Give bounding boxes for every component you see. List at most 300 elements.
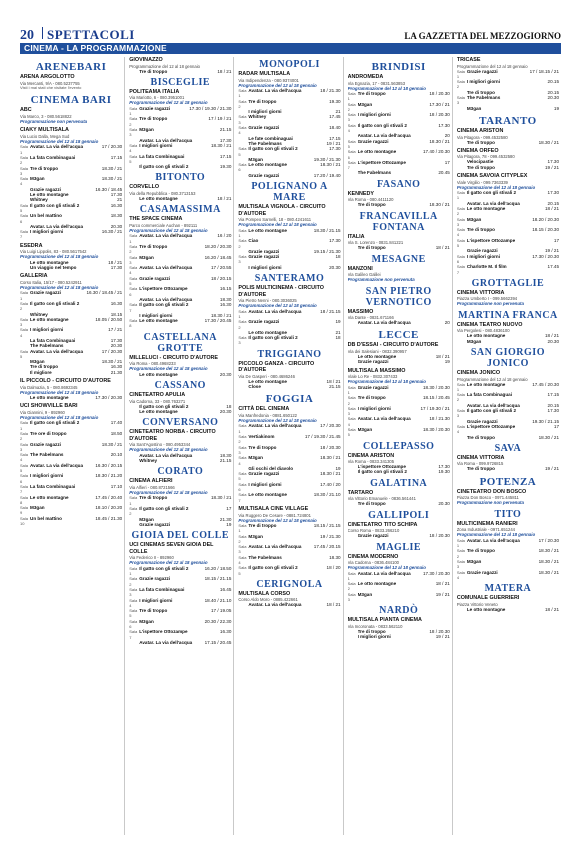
cinema-name: IL PICCOLO - CIRCUITO D'AUTORE — [20, 378, 111, 385]
film-title: Tre di troppo — [139, 608, 168, 614]
showtimes: 20.30 — [547, 95, 560, 101]
film-title: Il gatto con gli stivali 2 — [139, 505, 189, 511]
screen-label: Sala 2 — [456, 392, 465, 403]
screen-label — [457, 165, 467, 170]
cinema-listing — [457, 370, 559, 440]
film-title: M3gan — [248, 156, 263, 162]
showtime-row — [457, 424, 559, 435]
showtime-row — [348, 202, 450, 207]
cinema-name: POLIS MULTICINEMA - CIRCUITO D'AUTORE — [238, 285, 324, 298]
cinema-listing — [457, 455, 559, 472]
showtime-row — [457, 254, 559, 265]
film-title: Grazie ragazzi — [357, 533, 389, 539]
film-title: M3gan — [357, 426, 373, 432]
showtimes: 19 / 21 — [544, 466, 560, 472]
cinema-name: CINETEATRO APULIA — [129, 391, 186, 398]
showtimes: 18.15 / 20.45 — [422, 395, 450, 401]
cinema-name: CINEMA JONICO — [456, 369, 501, 376]
film-title: The Fabelmans — [466, 95, 501, 101]
screen-label: Sala 6 — [20, 213, 29, 224]
film-title: Le otto montagne — [466, 381, 506, 387]
showtimes: 18 / 21 — [435, 581, 450, 587]
showtime-row — [348, 170, 450, 175]
cinema-listing — [129, 392, 231, 414]
city-heading: BRINDISI — [371, 61, 426, 73]
film-title: Grazie ragazzi — [248, 125, 280, 131]
screen-label — [457, 466, 467, 471]
screen-label: Sala 5 — [347, 426, 356, 438]
showtime-row — [457, 408, 559, 419]
cinema-name: COMUNALE GUERRIERI — [456, 595, 520, 602]
showtimes: 18.20 / 20.30 — [532, 216, 560, 222]
film-title: I migliori giorni — [139, 597, 173, 603]
city-heading: ARENEBARI — [35, 61, 107, 73]
programme-note: Programmazione non pervenuta — [456, 500, 524, 506]
showtime-row — [20, 370, 122, 375]
showtimes: 17.15 — [110, 154, 123, 160]
film-title: La fata Combinaguai — [139, 586, 185, 592]
screen-label: Sala 5 — [456, 237, 465, 249]
showtimes: 16.15 — [219, 286, 232, 292]
showtimes: 17 / 18.15 / 21 — [529, 68, 560, 74]
showtime-row — [238, 384, 340, 389]
showtime-row — [457, 165, 559, 170]
showtime-row — [129, 164, 231, 169]
screen-label: Sala 5 — [238, 146, 247, 157]
showtimes: 21.30 — [219, 516, 232, 522]
film-title: Tre di troppo — [357, 395, 386, 401]
cinema-listing — [348, 554, 450, 603]
film-title: I migliori giorni — [466, 253, 500, 259]
film-title: Grazie ragazzi — [466, 248, 498, 254]
film-title: Il gatto con gli stivali 2 — [248, 335, 298, 341]
cinema-info: Via Vittorio Emanuele - 0836.561441 — [347, 496, 416, 502]
film-title: M3gan — [30, 359, 45, 365]
film-title: Grazie ragazzi — [30, 186, 61, 192]
showtimes: 16.30 — [219, 302, 232, 308]
showtimes: 16.30 / 18.45 / 21 — [86, 290, 123, 296]
showtimes: 18.30 / 21 — [538, 558, 560, 564]
film-title: Il gatto con gli stivali 2 — [357, 122, 407, 128]
film-title: Il gatto con gli stivali 2 — [357, 469, 407, 475]
showtimes: 17.40 — [110, 420, 123, 426]
showtime-row — [129, 265, 231, 276]
showtimes: 17.45 — [547, 264, 560, 270]
film-title: Il gatto con gli stivali 2 — [30, 300, 80, 306]
screen-label: Sala 2 — [456, 205, 465, 217]
showtime-row — [457, 392, 559, 403]
showtimes: 20.15 — [547, 79, 560, 85]
showtime-row — [348, 469, 450, 474]
film-title: Le otto montagne — [139, 196, 178, 202]
film-title: Avatar. La via dell'acqua — [139, 265, 193, 271]
screen-label: Sala 1 — [129, 233, 138, 244]
cinema-name: CINEMA ALFIERI — [129, 478, 173, 485]
showtime-row — [20, 516, 122, 527]
showtimes: 17.30 — [438, 464, 450, 470]
showtime-row — [348, 160, 450, 171]
city-heading: MONOPOLI — [259, 59, 320, 70]
screen-label: Sala 1 — [20, 420, 29, 431]
newspaper-name: LA GAZZETTA DEL MEZZOGIORNO — [404, 31, 561, 41]
showtimes: 18.30 / 21 — [538, 434, 560, 440]
film-title: M3gan — [139, 127, 154, 133]
showtime-row — [457, 227, 559, 238]
film-title: I migliori giorni — [357, 634, 391, 640]
cinema-info: Via Pitagora, 78 - 099.4532580 — [456, 154, 515, 160]
showtimes: 19 — [335, 319, 341, 325]
cinema-info: Via Manfredonia - 0881.650122 — [238, 413, 297, 419]
showtime-row — [238, 309, 340, 320]
showtime-row — [20, 327, 122, 338]
showtimes: 17.15 — [547, 392, 560, 398]
showtimes: 18.30 — [110, 213, 123, 219]
film-title: Avatar. La via dell'acqua — [357, 416, 411, 422]
showtime-row — [348, 406, 450, 417]
film-title: Il gatto con gli stivali 2 — [30, 202, 80, 208]
film-title: M3gan — [30, 505, 45, 511]
city-heading: NARDÒ — [379, 605, 419, 617]
film-title: Le otto montagne — [357, 149, 397, 155]
showtime-row — [348, 571, 450, 582]
showtime-row — [129, 629, 231, 640]
film-title: I migliori giorni — [139, 142, 173, 148]
showtimes: 18.30 / 21 — [320, 455, 341, 461]
showtimes: 19.30 — [438, 469, 450, 475]
screen-label: Sala 5 — [129, 153, 138, 164]
showtime-row — [457, 548, 559, 559]
showtime-row — [348, 102, 450, 113]
showtime-row — [20, 317, 122, 328]
film-title: M3gan — [139, 516, 154, 522]
showtime-row — [129, 495, 231, 506]
cinema-info: Via Ruggero De Cesare - 0881.724801 — [238, 512, 311, 518]
showtimes: 18 / 20.30 — [320, 444, 341, 450]
cinema-listing — [129, 355, 231, 377]
film-title: I migliori giorni — [357, 112, 391, 118]
film-title: Le otto montagne — [139, 318, 178, 324]
cinema-listing — [457, 173, 559, 275]
showtime-row — [348, 581, 450, 592]
city-heading: GALLIPOLI — [368, 509, 430, 521]
screen-label — [238, 265, 248, 270]
screen-label: Sala 3 — [20, 441, 29, 452]
showtimes: 17.20 / 19.40 — [313, 172, 341, 178]
cinema-listing — [457, 322, 559, 344]
screen-label: Sala 4 — [238, 455, 247, 466]
showtime-row — [457, 264, 559, 275]
programme-note: Programmazione del 12 al 18 gennaio — [238, 418, 317, 424]
film-title: Le otto montagne — [30, 395, 69, 401]
showtimes: 17.30 — [547, 408, 560, 414]
screen-label: Sala 6 — [238, 481, 247, 493]
film-title: Tre di troppo — [466, 548, 495, 554]
cinema-listing — [348, 368, 450, 438]
showtime-row — [129, 598, 231, 609]
showtimes: 18.30 / 21 — [320, 162, 341, 168]
cinema-name: MILLELUCI - CIRCUITO D'AUTORE — [129, 354, 219, 361]
film-title: Grazie ragazzi — [248, 254, 280, 260]
showtime-row — [457, 140, 559, 145]
film-title: Il gatto con gli stivali 2 — [139, 403, 189, 409]
film-title: Tre di troppo — [139, 68, 168, 74]
screen-label: Sala 3 — [238, 444, 247, 455]
showtime-row — [457, 435, 559, 440]
cinema-name: MULTISALA PIANTA CINEMA — [347, 617, 422, 624]
showtime-row — [129, 233, 231, 244]
showtime-row — [20, 290, 122, 301]
cinema-name: MULTISALA VIGNOLA - CIRCUITO D'AUTORE — [238, 204, 326, 217]
film-title: Avatar. La via dell'acqua — [248, 423, 302, 429]
cinema-name: KENNEDY — [347, 190, 374, 197]
showtime-row — [348, 634, 450, 639]
showtime-row — [238, 492, 340, 503]
screen-label: Sala 7 — [129, 629, 138, 640]
film-title: Whitney — [30, 197, 48, 203]
showtime-row — [129, 106, 231, 117]
showtimes: 18.15 / 21.15 — [204, 576, 232, 582]
film-title: Le otto montagne — [248, 227, 287, 233]
screen-label: Sala 4 — [20, 452, 29, 463]
cinema-name: CIAKY MULTISALA — [20, 127, 69, 134]
screen-label: Sala 1 — [129, 565, 138, 577]
film-title: Velocipastie — [466, 159, 494, 165]
screen-label: Sala 1 — [238, 308, 247, 319]
cinema-info: Via Cadorna - 0836.484100 — [347, 560, 399, 566]
film-title: Ciao — [248, 238, 259, 244]
screen-label — [348, 245, 358, 250]
programme-note: Programmazione non pervenuta — [347, 277, 415, 283]
showtimes: 18.45 / 21.30 — [95, 515, 123, 521]
showtimes: 18.15 / 20.30 — [532, 227, 560, 233]
screen-label: Sala 4 — [456, 569, 465, 580]
city-heading: TRIGGIANO — [257, 348, 322, 360]
cinema-listing — [348, 522, 450, 539]
showtimes: 17.30 / 19.30 / 21.30 — [189, 105, 232, 111]
programme-note: Programmazione del 12 al 18 gennaio — [456, 184, 536, 190]
film-title: The Fabelmans — [248, 140, 282, 146]
screen-label: Sala 2 — [129, 576, 138, 587]
cinema-info: Piazza Umberto I - 099.5662394 — [456, 296, 518, 302]
film-title: Tre di troppo — [466, 89, 495, 95]
showtimes: 17.30 — [547, 190, 560, 196]
showtime-row — [129, 244, 231, 255]
programme-note: Programmazione del 12 al 18 gennaio — [129, 489, 208, 495]
film-title: L'ispettore Ottozampe — [466, 237, 516, 243]
showtime-row — [457, 559, 559, 570]
cinema-listing — [20, 74, 122, 90]
film-title: Il gatto con gli stivali 2 — [139, 565, 189, 571]
showtimes: 21.15 — [329, 384, 341, 390]
film-title: Le otto montagne — [139, 408, 178, 414]
film-title: Tre di troppo — [357, 245, 386, 251]
screen-label: Sala 8 — [129, 318, 138, 329]
showtime-row — [457, 190, 559, 201]
film-title: Le otto montagne — [139, 371, 178, 377]
showtimes: 18.30 / 21.20 — [95, 473, 123, 479]
showtime-row — [238, 99, 340, 110]
film-title: I migliori giorni — [30, 229, 64, 235]
showtime-row — [129, 372, 231, 377]
showtime-row — [238, 482, 340, 493]
programme-note: Programmazione del 12 al 18 gennaio — [20, 138, 99, 144]
cinema-listing — [129, 478, 231, 527]
showtimes: 18.30 / 21 — [320, 471, 341, 477]
showtime-row — [457, 238, 559, 249]
screen-label — [457, 106, 467, 111]
showtime-row — [348, 395, 450, 406]
cinema-name: ANDROMEDA — [347, 74, 384, 80]
showtime-row — [238, 254, 340, 265]
screen-label: Sala 1 — [238, 88, 247, 99]
cinema-info: Via Incoronata - 0833.562110 — [347, 623, 403, 629]
showtimes: 16.30 — [110, 202, 123, 208]
showtime-row — [348, 149, 450, 160]
screen-label: Sala 3 — [129, 127, 138, 138]
showtimes: 18.30 / 21 — [210, 312, 232, 318]
programme-note: Programmazione non pervenuta — [20, 118, 88, 124]
screen-label — [129, 69, 139, 74]
cinema-listing — [20, 378, 122, 400]
showtimes: 19 / 21 — [544, 164, 560, 170]
showtimes: 18 / 21 — [435, 354, 450, 360]
cinema-name: MULTISALA CORSO — [238, 590, 291, 597]
screen-label: Sala 1 — [347, 91, 356, 102]
cinema-listing — [457, 57, 559, 111]
programme-note: Programmazione del 12 al 18 gennaio — [129, 366, 208, 372]
city-heading: SANTERAMO — [254, 273, 325, 285]
showtimes: 18.40 / 21.10 — [204, 597, 232, 603]
cinema-info: Via Mercanti, 9/A - 080.5237755 — [20, 80, 80, 86]
showtimes: 17 — [553, 423, 560, 429]
showtimes: 17 / 20.55 — [210, 265, 232, 271]
showtimes: 18.30 / 21 — [101, 359, 123, 365]
showtimes: 18.30 / 21 — [538, 139, 560, 145]
showtime-row — [129, 286, 231, 297]
showtimes: 21.15 — [219, 458, 232, 464]
programme-note: Programmazione del 12 al 18 gennaio — [129, 100, 208, 106]
film-title: M3gan — [466, 216, 482, 222]
showtimes: 20.10 — [110, 452, 123, 458]
cinema-name: CINETEATRO TITO SCHIPA — [347, 521, 418, 528]
showtimes: 17.30 / 20.30 — [422, 570, 450, 576]
cinema-listing — [457, 290, 559, 307]
film-title: Grazie ragazzi — [30, 290, 61, 296]
screen-label: Sala 3 — [129, 586, 138, 598]
showtimes: 17.10 — [110, 483, 123, 489]
screen-label — [129, 409, 139, 414]
showtime-row — [129, 127, 231, 138]
screen-label: Sala 3 — [20, 316, 29, 328]
screen-label: Sala 1 — [347, 384, 356, 395]
screen-label: Sala 4 — [129, 597, 138, 608]
showtimes: 19 — [335, 465, 341, 471]
showtime-row — [20, 495, 122, 506]
screen-label: Sala 4 — [347, 122, 356, 134]
city-heading: CORATO — [157, 466, 204, 478]
showtimes: 20.30 — [438, 501, 450, 507]
screen-label — [20, 370, 30, 375]
showtimes: 17.45 / 20.15 — [313, 544, 341, 550]
showtime-row — [238, 228, 340, 239]
film-title: Grazie ragazzi — [139, 275, 171, 281]
showtimes: 16.30 — [219, 629, 232, 635]
showtime-row — [238, 534, 340, 545]
showtime-row — [238, 319, 340, 330]
city-heading: FOGGIA — [265, 393, 314, 406]
film-title: Grazie ragazzi — [139, 521, 171, 527]
film-title: Avatar. La via dell'acqua — [139, 233, 193, 239]
city-heading: CASTELLANA GROTTE — [143, 331, 217, 354]
showtime-row — [20, 265, 122, 270]
film-title: Tre di troppo — [139, 116, 168, 122]
screen-label: Sala 5 — [129, 275, 138, 287]
screen-label: Sala 5 — [20, 202, 29, 213]
showtimes: 20.30 — [219, 408, 232, 414]
screen-label: Sala 2 — [20, 430, 29, 442]
showtimes: 17 / 20.30 — [101, 348, 123, 354]
film-title: Avatar. La via dell'acqua — [466, 402, 520, 408]
screen-label — [457, 140, 467, 145]
showtime-row — [238, 173, 340, 178]
screen-label — [457, 435, 467, 440]
film-title: Le otto montagne — [466, 205, 506, 211]
showtimes: 19 / 21.30 — [320, 533, 341, 539]
screen-label: Sala 1 — [20, 144, 29, 155]
film-title: I migliori giorni — [248, 109, 282, 115]
showtimes: 18 — [335, 335, 341, 341]
screen-label — [238, 602, 248, 607]
showtime-row — [129, 506, 231, 517]
city-heading: MARTINA FRANCA — [458, 309, 558, 321]
showtimes: 19 / 21 — [544, 248, 560, 254]
showtime-row — [238, 265, 340, 270]
film-title: La fata Combinaguai — [139, 153, 185, 159]
showtimes: 17 / 20.30 — [320, 423, 341, 429]
film-title: I migliori giorni — [357, 405, 391, 411]
showtimes: 20.45 — [438, 170, 450, 176]
film-title: Le otto montagne — [466, 333, 506, 339]
listing-column — [457, 57, 561, 835]
screen-label: Sala 2 — [238, 238, 247, 249]
showtime-row — [348, 320, 450, 325]
showtimes: 20.30 — [110, 223, 123, 229]
screen-label: Sala 3 — [20, 165, 29, 176]
film-title: Avatar. La via dell'acqua — [30, 144, 84, 150]
screen-label: Sala 6 — [129, 286, 138, 297]
showtime-row — [457, 206, 559, 217]
cinema-info: Via Marco, 3 - 080.5618822 — [20, 113, 72, 119]
cinema-info: Programmazione del 12 al 18 gennaio — [456, 63, 528, 69]
cinema-name: PICCOLO GANZA - CIRCUITO D'AUTORE — [238, 360, 315, 374]
cinema-listing — [20, 273, 122, 375]
showtime-row — [348, 139, 450, 150]
film-title: Le otto montagne — [357, 354, 397, 360]
city-heading: MATERA — [484, 583, 532, 595]
cinema-name: MULTISALA CINE VILLAGE — [238, 505, 309, 512]
screen-label: Sala 3 — [347, 405, 356, 417]
programme-note: Programmazione del 12 al 18 gennaio — [238, 303, 317, 309]
film-title: Il gatto con gli stivali 2 — [139, 302, 189, 308]
cinema-name: CINEMA ORFEO — [456, 147, 499, 154]
showtime-row — [20, 442, 122, 453]
showtime-row — [20, 155, 122, 166]
showtimes: 20.30 — [329, 264, 341, 270]
showtimes: 19 / 21 — [326, 140, 341, 146]
showtime-row — [20, 420, 122, 431]
showtimes: 18 / 21 — [326, 378, 341, 384]
showtimes: 20.30 / 22.30 — [204, 618, 232, 624]
